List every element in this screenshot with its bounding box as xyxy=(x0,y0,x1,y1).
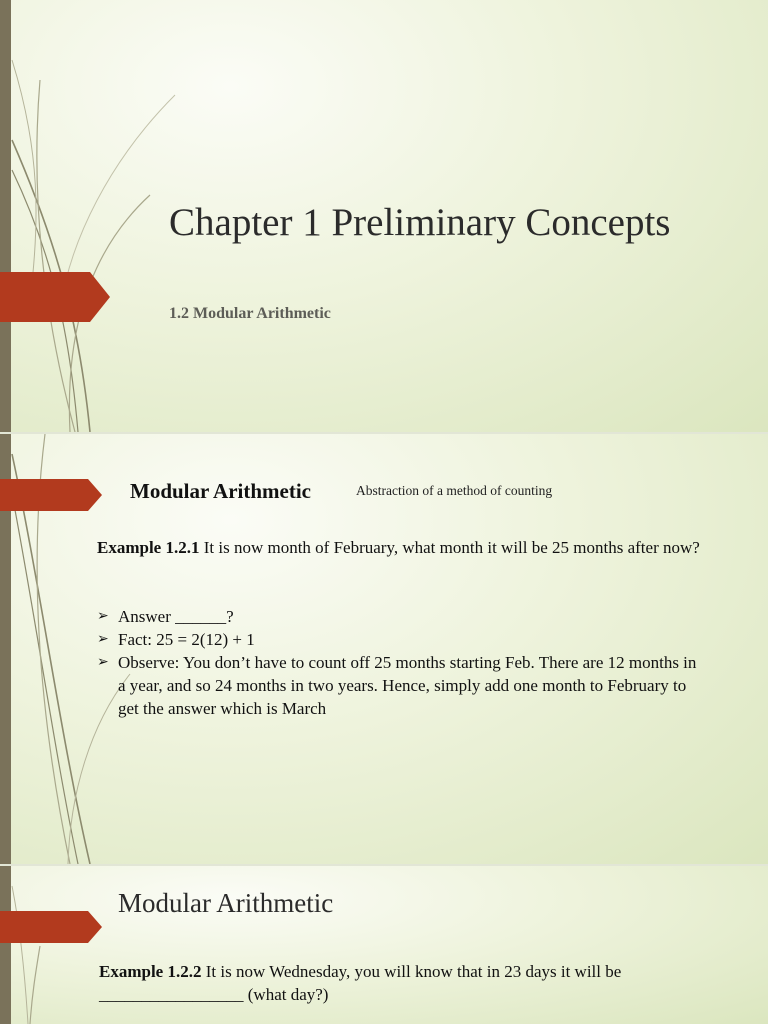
example-body: It is now month of February, what month it will be 25 months after now? xyxy=(199,538,700,557)
list-item: ➢ Fact: 25 = 2(12) + 1 xyxy=(97,630,255,649)
example-text xyxy=(99,960,709,1006)
example-slide-1 xyxy=(0,434,768,864)
example-label: Example 1.2.1 xyxy=(97,538,200,557)
slide-title: Chapter 1 Preliminary Concepts xyxy=(169,201,671,244)
slide-heading: Modular Arithmetic xyxy=(118,888,334,918)
slide-note: Abstraction of a method of counting xyxy=(356,483,553,498)
accent-arrow-tab xyxy=(0,272,110,322)
bullet-list xyxy=(97,605,707,720)
example-slide-2 xyxy=(0,866,768,1024)
slide-subtitle: 1.2 Modular Arithmetic xyxy=(169,305,331,322)
example-label: Example 1.2.2 xyxy=(99,962,202,981)
list-item: ➢ Observe: You don’t have to count off 25 months starting Feb. There are 12 months in a year, and so 24 months in two years. Hence, simply add one month to February to get the answer which is March xyxy=(97,653,697,718)
slide-heading: Modular Arithmetic xyxy=(130,479,312,503)
arrow-bullet-icon: ➢ xyxy=(97,632,109,647)
left-accent-bar xyxy=(0,866,11,1024)
accent-arrow-tab xyxy=(0,479,102,511)
arrow-bullet-icon: ➢ xyxy=(97,609,109,624)
left-accent-bar xyxy=(0,0,11,432)
list-item: ➢ Answer ______? xyxy=(97,607,234,626)
arrow-bullet-icon: ➢ xyxy=(97,655,109,670)
accent-arrow-tab xyxy=(0,911,102,943)
example-body: It is now Wednesday, you will know that in 23 days it will be _________________ (what day?) xyxy=(99,962,622,1004)
example-text xyxy=(97,536,707,559)
title-slide xyxy=(0,0,768,432)
